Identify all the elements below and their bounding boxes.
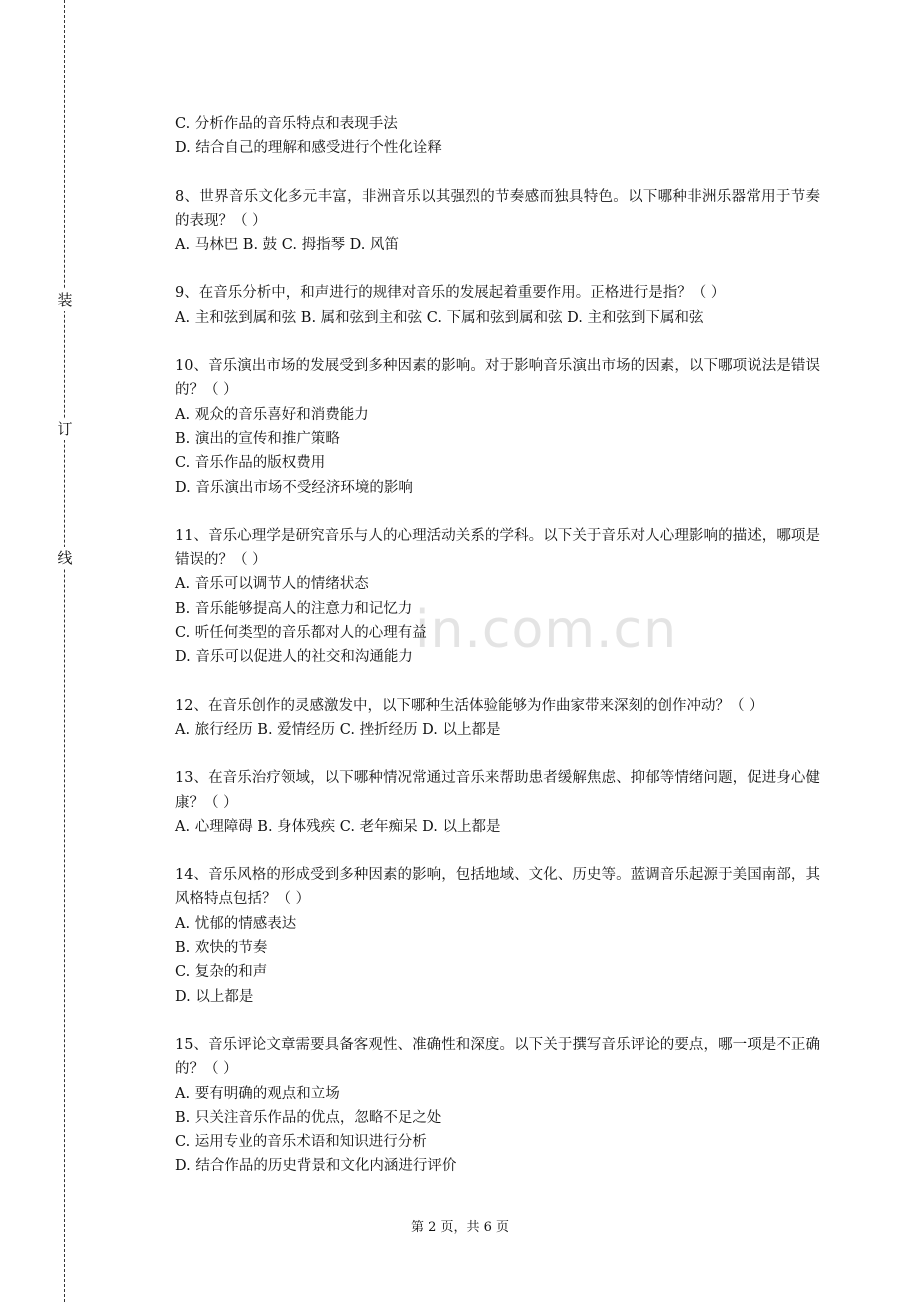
question-option: B. 演出的宣传和推广策略 xyxy=(175,430,340,447)
question-option: A. 忧郁的情感表达 xyxy=(175,915,297,932)
question-block xyxy=(175,185,820,258)
question-option: B. 欢快的节奏 xyxy=(175,940,268,957)
question-block xyxy=(175,524,820,670)
question-option: C. 听任何类型的音乐都对人的心理有益 xyxy=(175,625,427,642)
question-option: A. 观众的音乐喜好和消费能力 xyxy=(175,406,369,423)
question-option: A. 音乐可以调节人的情绪状态 xyxy=(175,576,369,593)
page-footer: 第 2 页，共 6 页 xyxy=(410,1220,510,1235)
question-stem: 10、音乐演出市场的发展受到多种因素的影响。对于影响音乐演出市场的因素，以下哪项说法是错误的？（ ） xyxy=(175,358,820,399)
question-option: D. 音乐可以促进人的社交和沟通能力 xyxy=(175,649,413,666)
question-option: D. 以上都是 xyxy=(175,988,254,1005)
question-option: B. 音乐能够提高人的注意力和记忆力 xyxy=(175,600,413,617)
question-block xyxy=(175,281,820,330)
question-option: A. 马林巴 B. 鼓 C. 拇指琴 D. 风笛 xyxy=(175,237,400,254)
question-option: A. 要有明确的观点和立场 xyxy=(175,1085,340,1102)
question-option: C. 音乐作品的版权费用 xyxy=(175,455,326,472)
question-option: A. 心理障碍 B. 身体残疾 C. 老年痴呆 D. 以上都是 xyxy=(175,818,501,835)
question-stem: 11、音乐心理学是研究音乐与人的心理活动关系的学科。以下关于音乐对人心理影响的描述，哪项是错误的？（ ） xyxy=(175,527,820,569)
question-option: C. 复杂的和声 xyxy=(175,964,268,981)
question-block xyxy=(175,766,820,839)
question-block xyxy=(175,1033,820,1179)
question-option: D. 结合作品的历史背景和文化内涵进行评价 xyxy=(175,1158,457,1175)
watermark: in.com.cn xyxy=(415,600,678,660)
question-stem: 8、世界音乐文化多元丰富，非洲音乐以其强烈的节奏感而独具特色。以下哪种非洲乐器常用于节奏的表现？（ ） xyxy=(175,188,820,229)
question-block xyxy=(175,694,820,743)
binding-char-ding: 订 xyxy=(54,418,76,440)
question-option: B. 只关注音乐作品的优点，忽略不足之处 xyxy=(175,1109,442,1126)
question-stem: 14、音乐风格的形成受到多种因素的影响，包括地域、文化、历史等。蓝调音乐起源于美国南部，其风格特点包括？（ ） xyxy=(175,867,820,908)
question-option: A. 主和弦到属和弦 B. 属和弦到主和弦 C. 下属和弦到属和弦 D. 主和弦到下属和弦 xyxy=(175,309,704,326)
question-option: A. 旅行经历 B. 爱情经历 C. 挫折经历 D. 以上都是 xyxy=(175,721,501,738)
question-stem: 15、音乐评论文章需要具备客观性、准确性和深度。以下关于撰写音乐评论的要点，哪一项是不正确的？（ ） xyxy=(175,1036,820,1078)
question-stem: 13、在音乐治疗领域，以下哪种情况常通过音乐来帮助患者缓解焦虑、抑郁等情绪问题，促进身心健康？（ ） xyxy=(175,770,820,811)
binding-dashed-line xyxy=(64,0,65,1302)
question-option: C. 运用专业的音乐术语和知识进行分析 xyxy=(175,1134,427,1151)
question-option: D. 音乐演出市场不受经济环境的影响 xyxy=(175,479,413,496)
question-stem: 12、在音乐创作的灵感激发中，以下哪种生活体验能够为作曲家带来深刻的创作冲动？（ ） xyxy=(175,697,764,714)
question-list xyxy=(175,112,820,1203)
question-block xyxy=(175,354,820,500)
binding-char-zhuang: 装 xyxy=(54,289,76,311)
question-block xyxy=(175,112,820,161)
question-option: C. 分析作品的音乐特点和表现手法 xyxy=(175,116,398,132)
question-block xyxy=(175,863,820,1009)
binding-char-xian: 线 xyxy=(54,547,76,569)
question-option: D. 结合自己的理解和感受进行个性化诠释 xyxy=(175,140,442,157)
question-stem: 9、在音乐分析中，和声进行的规律对音乐的发展起着重要作用。正格进行是指？（ ） xyxy=(175,285,726,302)
